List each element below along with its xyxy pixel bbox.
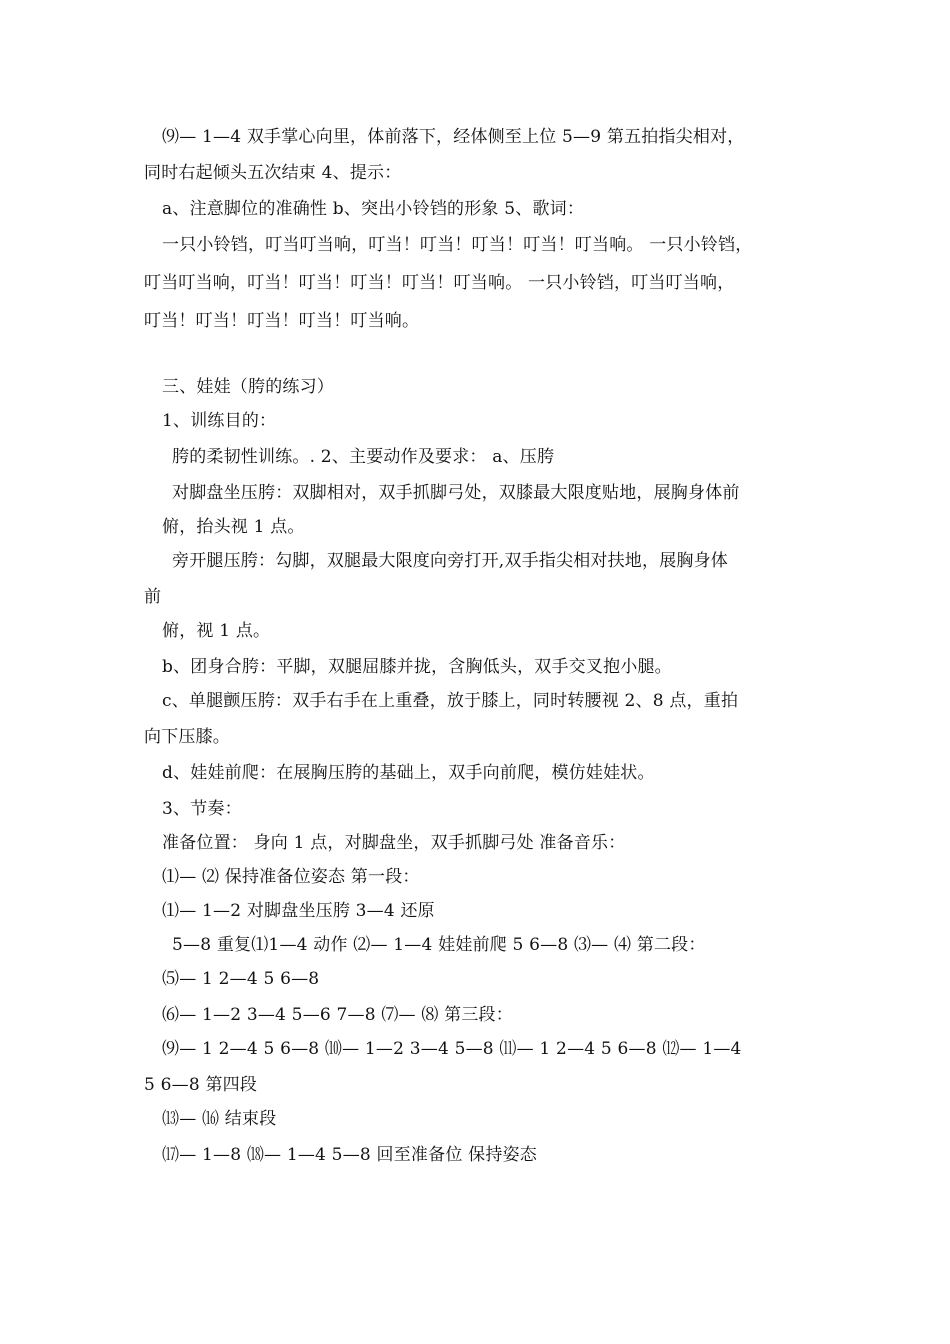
text-line-14: 俯，视 1 点。 [162,621,271,641]
text-line-8: 1、训练目的： [162,411,277,431]
text-line-21: ⑴— ⑵ 保持准备位姿态 第一段： [162,867,420,887]
text-line-20: 准备位置： 身向 1 点，对脚盘坐，双手抓脚弓处 准备音乐： [162,833,626,853]
text-line-22: ⑴— 1—2 对脚盘坐压胯 3—4 还原 [162,901,435,921]
text-line-27: 5 6—8 第四段 [144,1075,258,1095]
text-line-13: 前 [144,587,162,607]
text-line-3: a、注意脚位的准确性 b、突出小铃铛的形象 5、歌词： [162,199,585,219]
lyrics-line-3: 叮当！叮当！叮当！叮当！叮当响。 [144,311,420,331]
text-line-15: b、团身合胯：平脚，双腿屈膝并拢，含胸低头，双手交叉抱小腿。 [162,657,672,677]
text-line-17: 向下压膝。 [144,727,230,747]
text-line-25: ⑹— 1—2 3—4 5—6 7—8 ⑺— ⑻ 第三段： [162,1005,513,1025]
text-line-1: ⑼— 1—4 双手掌心向里，体前落下，经体侧至上位 5—9 第五拍指尖相对， [162,127,745,147]
text-line-28: ⒀— ⒃ 结束段 [162,1109,277,1129]
text-line-9: 胯的柔韧性训练。. 2、主要动作及要求： a、压胯 [172,447,555,467]
lyrics-line-2: 叮当叮当响，叮当！叮当！叮当！叮当！叮当响。 一只小铃铛，叮当叮当响， [144,273,735,293]
text-line-19: 3、节奏： [162,799,242,819]
text-line-24: ⑸— 1 2—4 5 6—8 [162,969,320,989]
text-line-2: 同时右起倾头五次结束 4、提示： [144,163,402,183]
lyrics-line-1: 一只小铃铛，叮当叮当响，叮当！叮当！叮当！叮当！叮当响。 一只小铃铛， [162,235,753,255]
section-heading: 三、娃娃（胯的练习） [162,377,334,397]
text-line-26: ⑼— 1 2—4 5 6—8 ⑽— 1—2 3—4 5—8 ⑾— 1 2—4 5 6—8 ⑿— 1—4 [162,1039,742,1059]
text-line-23: 5—8 重复⑴1—4 动作 ⑵— 1—4 娃娃前爬 5 6—8 ⑶— ⑷ 第二段： [172,935,706,955]
text-line-18: d、娃娃前爬：在展胸压胯的基础上，双手向前爬，模仿娃娃状。 [162,763,655,783]
text-line-16: c、单腿颤压胯：双手右手在上重叠，放于膝上，同时转腰视 2、8 点，重拍 [162,691,739,711]
text-line-10: 对脚盘坐压胯：双脚相对，双手抓脚弓处，双膝最大限度贴地，展胸身体前 [172,483,740,503]
text-line-29: ⒄— 1—8 ⒅— 1—4 5—8 回至准备位 保持姿态 [162,1145,537,1165]
text-line-12: 旁开腿压胯：勾脚，双腿最大限度向旁打开,双手指尖相对扶地，展胸身体 [172,551,729,571]
text-line-11: 俯，抬头视 1 点。 [162,517,305,537]
